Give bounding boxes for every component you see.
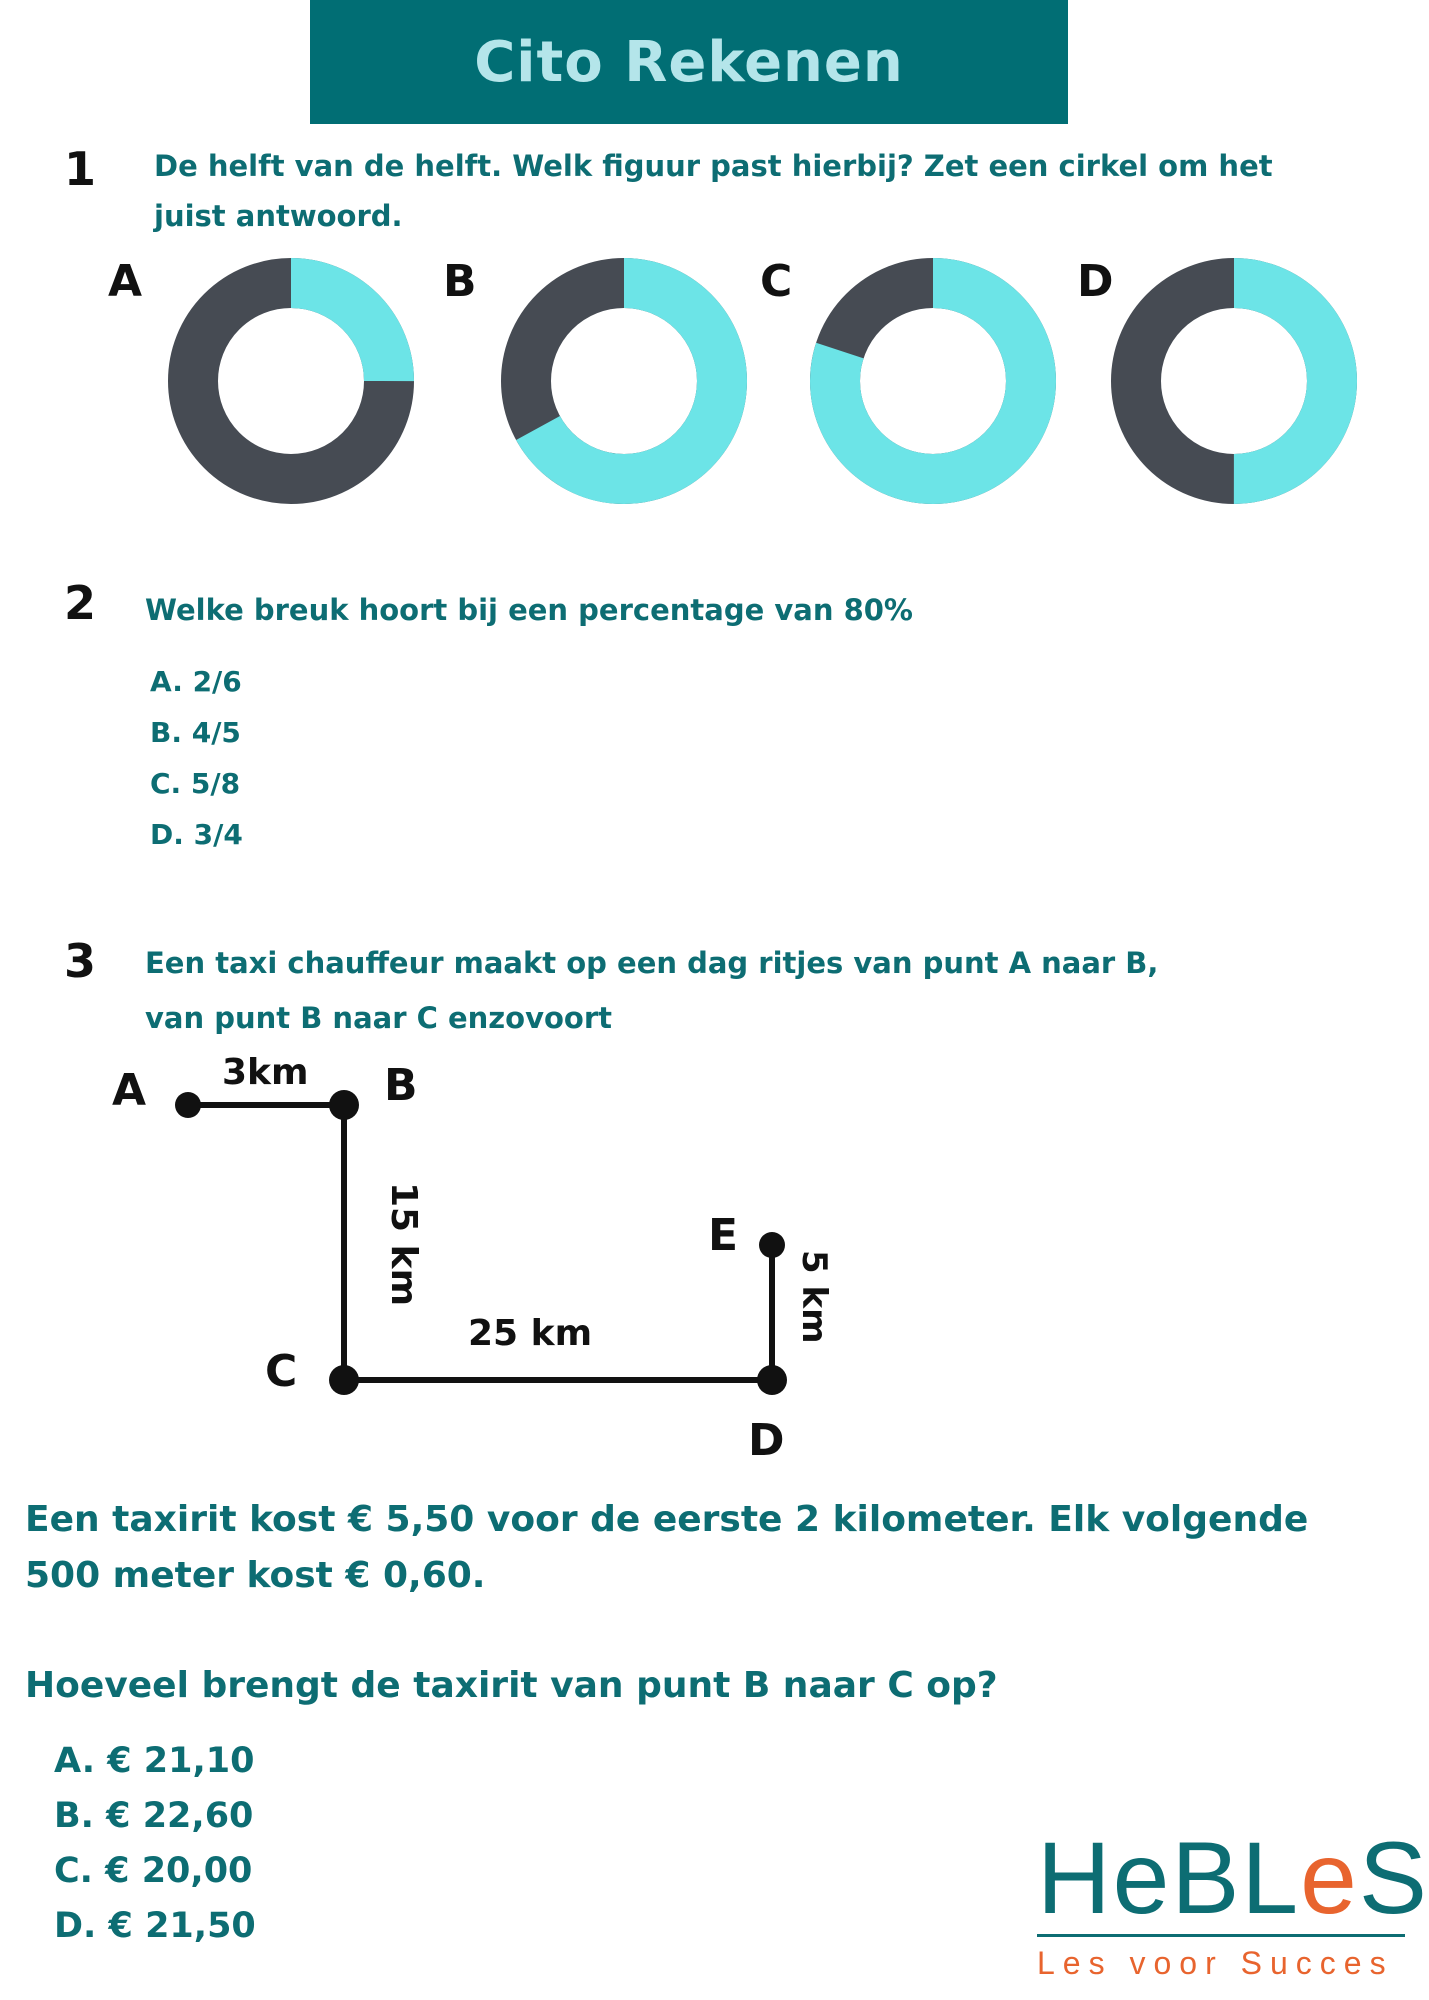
- question-1-text: De helft van de helft. Welk figuur past hierbij? Zet een cirkel om het juist antwoord.: [154, 149, 1273, 233]
- donut-label-c: C: [760, 256, 793, 307]
- point-b-dot: [329, 1090, 359, 1120]
- hebles-logo: [1037, 1821, 1429, 1982]
- q3-option-a[interactable]: A. € 21,10: [54, 1741, 255, 1781]
- logo-wordmark: [1037, 1821, 1429, 1935]
- logo-he: He: [1037, 1821, 1172, 1935]
- q2-option-b[interactable]: B. 4/5: [150, 716, 241, 749]
- donut-label-b: B: [443, 256, 477, 307]
- logo-s: S: [1358, 1821, 1429, 1935]
- point-a-label: A: [112, 1065, 147, 1116]
- point-c-dot: [329, 1365, 359, 1395]
- donut-option-c[interactable]: [760, 256, 1031, 479]
- question-3-number: 3: [64, 934, 97, 988]
- distance-cd: 25 km: [468, 1313, 593, 1354]
- point-d-label: D: [748, 1415, 785, 1466]
- donut-options: [0, 230, 1414, 530]
- point-a-dot: [175, 1092, 201, 1118]
- pricing-text-line2: 500 meter kost € 0,60.: [25, 1555, 486, 1596]
- donut-option-b[interactable]: [443, 256, 722, 479]
- question-1-number: 1: [64, 142, 97, 196]
- donut-option-d[interactable]: [1077, 256, 1332, 479]
- question-3-subquestion: Hoeveel brengt de taxirit van punt B naar C op?: [25, 1665, 998, 1706]
- point-c-label: C: [265, 1346, 298, 1397]
- point-b-label: B: [384, 1060, 418, 1111]
- q3-option-d[interactable]: D. € 21,50: [54, 1906, 256, 1946]
- question-2-number: 2: [64, 576, 97, 630]
- distance-de: 5 km: [794, 1250, 834, 1344]
- q2-option-a[interactable]: A. 2/6: [150, 665, 242, 698]
- question-3-text-line1: Een taxi chauffeur maakt op een dag ritjes van punt A naar B,: [145, 946, 1159, 980]
- donut-label-a: A: [108, 256, 143, 307]
- point-e-dot: [759, 1232, 785, 1258]
- logo-e: e: [1300, 1821, 1359, 1935]
- header-banner: [310, 0, 1068, 124]
- q3-option-c[interactable]: C. € 20,00: [54, 1851, 253, 1891]
- q2-option-d[interactable]: D. 3/4: [150, 818, 243, 851]
- point-d-dot: [757, 1365, 787, 1395]
- donut-option-a[interactable]: [108, 256, 389, 479]
- logo-tagline: Les voor Succes: [1037, 1945, 1394, 1981]
- question-3-text-line2: van punt B naar C enzovoort: [145, 1001, 613, 1035]
- logo-bl: BL: [1171, 1821, 1301, 1935]
- q2-option-c[interactable]: C. 5/8: [150, 767, 241, 800]
- point-e-label: E: [708, 1210, 739, 1261]
- distance-ab: 3km: [222, 1052, 309, 1093]
- q3-option-b[interactable]: B. € 22,60: [54, 1796, 254, 1836]
- question-2-text: Welke breuk hoort bij een percentage van 80%: [145, 593, 913, 627]
- route-map: [0, 1040, 900, 1480]
- distance-bc: 15 km: [383, 1182, 424, 1307]
- pricing-text-line1: Een taxirit kost € 5,50 voor de eerste 2 kilometer. Elk volgende: [25, 1499, 1309, 1540]
- donut-label-d: D: [1077, 256, 1114, 307]
- page-title: Cito Rekenen: [474, 29, 904, 95]
